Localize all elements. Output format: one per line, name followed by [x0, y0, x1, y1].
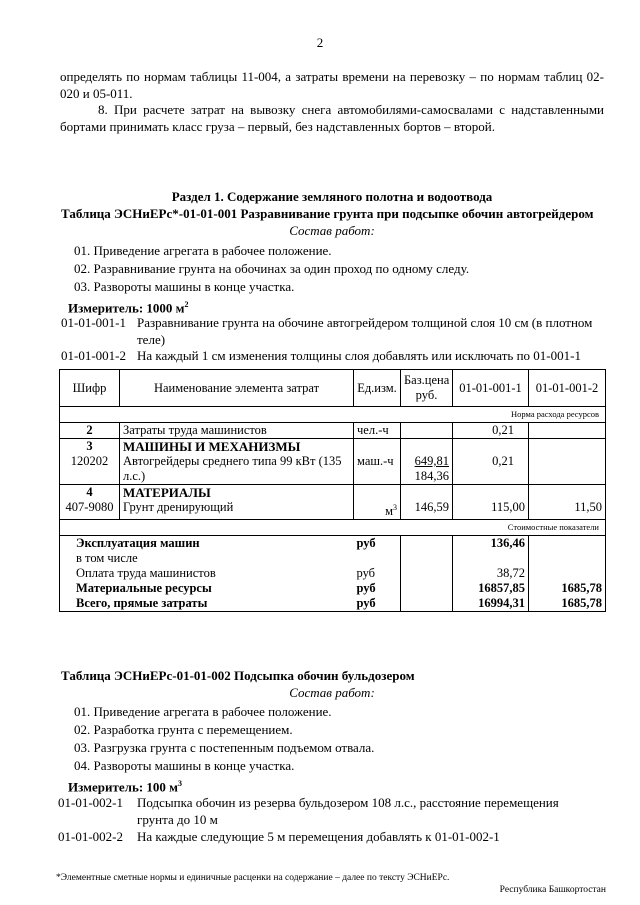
- row-code: 407-9080: [60, 500, 120, 520]
- row-price: [401, 536, 453, 552]
- price-bottom: 184,36: [414, 469, 449, 483]
- table1-step: 03. Развороты машины в конце участка.: [74, 279, 295, 294]
- row-value-1: 16994,31: [453, 596, 529, 612]
- table1-step: 02. Разравнивание грунта на обочинах за один проход по одному следу.: [74, 261, 470, 276]
- table-row: [60, 423, 606, 439]
- row-value-2: [529, 536, 606, 552]
- item-text: На каждые следующие 5 м перемещения добавлять к 01-01-002-1: [137, 829, 500, 844]
- row-code: 3: [60, 439, 120, 455]
- table1-item: [0, 347, 640, 365]
- row-value-2: 1685,78: [529, 596, 606, 612]
- table2-composition-heading: Состав работ:: [289, 685, 375, 700]
- table2-title: Таблица ЭСНиЕРс-01-01-002 Подсыпка обочин бульдозером: [61, 668, 415, 683]
- table-row: [60, 454, 606, 485]
- row-price: [401, 581, 453, 596]
- row-name: Затраты труда машинистов: [120, 423, 354, 439]
- row-price: [401, 485, 453, 501]
- table-row: [60, 596, 606, 612]
- row-value-2: [529, 551, 606, 566]
- row-value-1: 0,21: [453, 454, 529, 485]
- table-row: [60, 536, 606, 552]
- row-unit: [354, 551, 401, 566]
- intro-paragraph-1: определять по нормам таблицы 11-004, а затраты времени на перевозку – по нормам таблиц 02-020 и 05-011.: [60, 69, 604, 101]
- header-price: Баз.цена руб.: [401, 370, 453, 407]
- row-unit: $м^3$: [354, 500, 401, 520]
- row-name: Эксплуатация машин: [60, 536, 354, 552]
- row-value-1: 115,00: [453, 500, 529, 520]
- row-name: Грунт дренирующий: [120, 500, 354, 520]
- row-value-2: [529, 485, 606, 501]
- row-unit: руб: [354, 566, 401, 581]
- row-value-2: [529, 454, 606, 485]
- item-code: 01-01-002-2: [58, 829, 123, 844]
- row-price: [401, 566, 453, 581]
- item-code: 01-01-001-1: [61, 315, 126, 330]
- norm-caption-row: [60, 407, 606, 423]
- row-value-2: 11,50: [529, 500, 606, 520]
- table-header-row: [60, 370, 606, 407]
- row-code: 4: [60, 485, 120, 501]
- cost-caption-row: [60, 520, 606, 536]
- header-name: Наименование элемента затрат: [120, 370, 354, 407]
- header-col1: 01-01-001-1: [453, 370, 529, 407]
- row-value-1: [453, 485, 529, 501]
- row-value-1: 0,21: [453, 423, 529, 439]
- price-top: 649,81: [414, 454, 449, 468]
- table2-step: 03. Разгрузка грунта с постепенным подъемом отвала.: [74, 740, 375, 755]
- row-value-1: [453, 551, 529, 566]
- row-unit: чел.-ч: [354, 423, 401, 439]
- header-unit: Ед.изм.: [354, 370, 401, 407]
- row-price: [401, 439, 453, 455]
- table1-meter: Измеритель: 1000 $м^2$: [68, 300, 189, 316]
- header-code: Шифр: [60, 370, 120, 407]
- row-unit: руб: [354, 596, 401, 612]
- item-code: 01-01-002-1: [58, 795, 123, 810]
- table1-item: [0, 314, 640, 348]
- page-number: 2: [316, 35, 324, 50]
- cost-caption: Стоимостные показатели: [60, 520, 606, 536]
- row-unit: руб: [354, 536, 401, 552]
- row-unit: [354, 485, 401, 501]
- table1-title: Таблица ЭСНиЕРс*-01-01-001 Разравнивание грунта при подсыпке обочин автогрейдером: [61, 206, 594, 221]
- row-value-1: 38,72: [453, 566, 529, 581]
- row-unit: маш.-ч: [354, 454, 401, 485]
- row-value-2: 1685,78: [529, 581, 606, 596]
- row-name: Всего, прямые затраты: [60, 596, 354, 612]
- resource-table: [59, 369, 606, 612]
- row-name: Материальные ресурсы: [60, 581, 354, 596]
- row-value-1: 16857,85: [453, 581, 529, 596]
- section-title: Раздел 1. Содержание земляного полотна и водоотвода: [171, 189, 493, 204]
- row-price: [401, 551, 453, 566]
- table1-step: 01. Приведение агрегата в рабочее положение.: [74, 243, 332, 258]
- row-code: 120202: [60, 454, 120, 485]
- row-price: [401, 454, 453, 485]
- row-code: 2: [60, 423, 120, 439]
- table2-meter: Измеритель: 100 $м^3$: [68, 779, 183, 795]
- table-row: [60, 439, 606, 455]
- row-unit: [354, 439, 401, 455]
- item-text: Подсыпка обочин из резерва бульдозером 108 л.с., расстояние перемещения грунта до 10 м: [137, 795, 559, 827]
- table-row: [60, 500, 606, 520]
- table2-step: 04. Развороты машины в конце участка.: [74, 758, 295, 773]
- header-col2: 01-01-001-2: [529, 370, 606, 407]
- table2-step: 02. Разработка грунта с перемещением.: [74, 722, 293, 737]
- table-row: [60, 566, 606, 581]
- item-text: Разравнивание грунта на обочине автогрейдером толщиной слоя 10 см (в плотном теле): [137, 315, 593, 347]
- row-name: в том числе: [60, 551, 354, 566]
- footnote: *Элементные сметные нормы и единичные расценки на содержание – далее по тексту ЭСНиЕРс.: [56, 873, 450, 883]
- row-value-2: [529, 423, 606, 439]
- row-unit: руб: [354, 581, 401, 596]
- table2-step: 01. Приведение агрегата в рабочее положение.: [74, 704, 332, 719]
- row-value-2: [529, 439, 606, 455]
- region-label: Республика Башкортостан: [499, 885, 606, 895]
- row-name: МАТЕРИАЛЫ: [120, 485, 354, 501]
- item-text: На каждый 1 см изменения толщины слоя добавлять или исключать по 01-001-1: [137, 348, 581, 363]
- table-row: [60, 485, 606, 501]
- table1-composition-heading: Состав работ:: [289, 223, 375, 238]
- table-row: [60, 581, 606, 596]
- row-name: МАШИНЫ И МЕХАНИЗМЫ: [120, 439, 354, 455]
- row-price: [401, 596, 453, 612]
- row-price: [401, 423, 453, 439]
- table-row: [60, 551, 606, 566]
- row-value-1: [453, 439, 529, 455]
- row-value-2: [529, 566, 606, 581]
- row-name: Оплата труда машинистов: [60, 566, 354, 581]
- row-price: 146,59: [401, 500, 453, 520]
- row-name: Автогрейдеры среднего типа 99 кВт (135 л.с.): [120, 454, 354, 485]
- intro-paragraph-2: 8. При расчете затрат на вывозку снега автомобилями-самосвалами с надставленными бортами принимать класс груза – первый, без надставленных бортов – второй.: [60, 102, 604, 134]
- row-value-1: 136,46: [453, 536, 529, 552]
- table2-item: [0, 794, 640, 828]
- table2-item: [0, 828, 640, 846]
- item-code: 01-01-001-2: [61, 348, 126, 363]
- norm-caption: Норма расхода ресурсов: [60, 407, 606, 423]
